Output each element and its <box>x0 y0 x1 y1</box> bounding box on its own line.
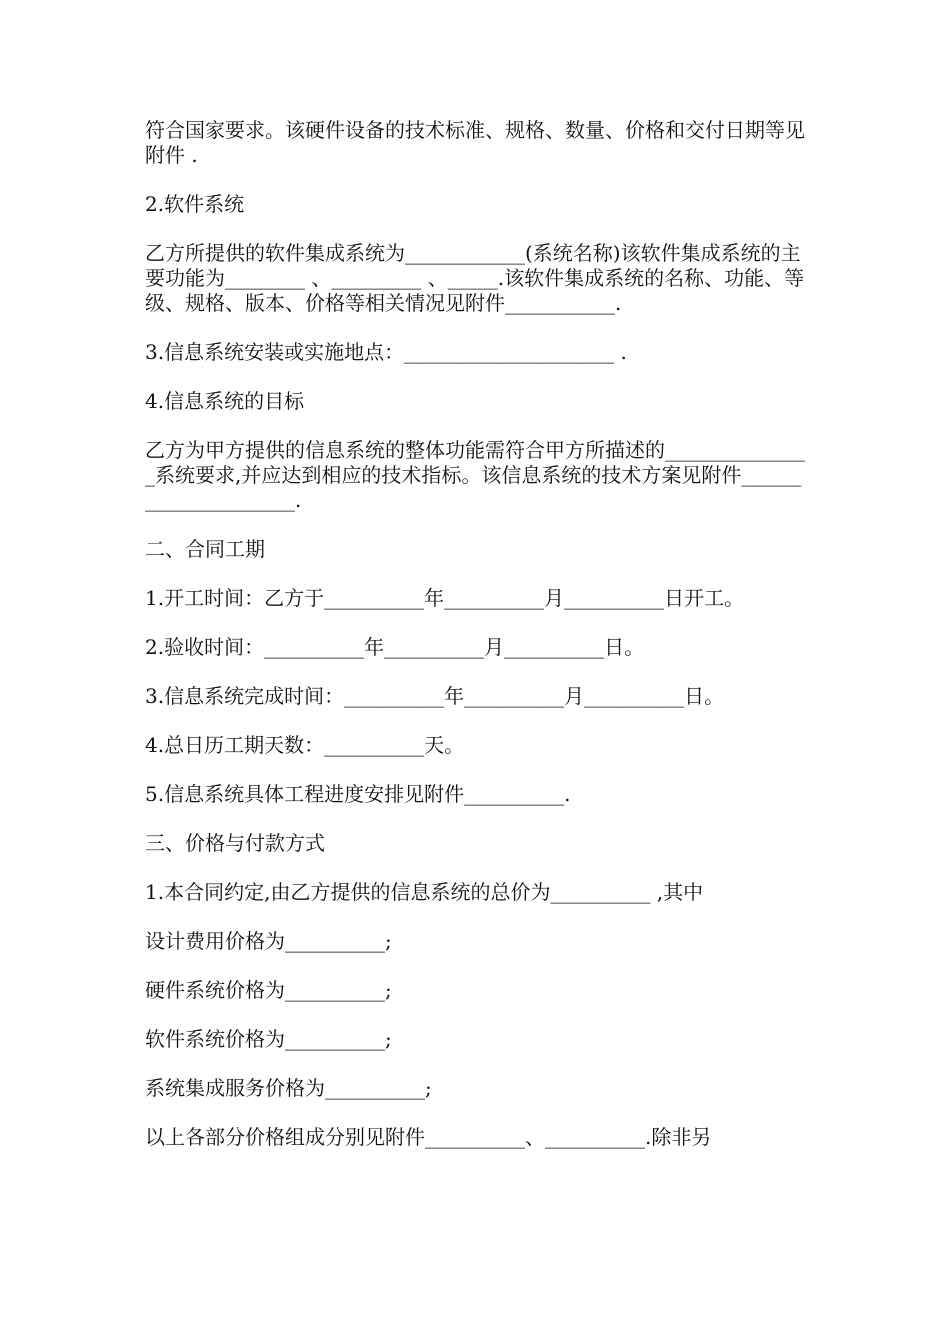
paragraph-hardware-standards: 符合国家要求。该硬件设备的技术标准、规格、数量、价格和交付日期等见附件 . <box>145 118 805 167</box>
paragraph-installation-site: 3.信息系统安装或实施地点：_____________________ . <box>145 340 627 364</box>
paragraph-system-goal: 乙方为甲方提供的信息系统的整体功能需符合甲方所描述的_______________系统要求,并应达到相应的技术指标。该信息系统的技术方案见附件_____________________. <box>145 438 805 512</box>
heading-contract-period: 二、合同工期 <box>145 537 265 561</box>
paragraph-hardware-price: 硬件系统价格为__________; <box>145 978 392 1002</box>
paragraph-software-integration: 乙方所提供的软件集成系统为____________(系统名称)该软件集成系统的主要功能为________ 、_________ 、_____.该软件集成系统的名称、功能、等级、规格、版本、价格等相关情况见附件___________. <box>145 241 805 315</box>
paragraph-acceptance-time: 2.验收时间：__________年__________月__________日。 <box>145 635 645 659</box>
heading-software-system: 2.软件系统 <box>145 192 245 216</box>
heading-price-payment: 三、价格与付款方式 <box>145 831 325 855</box>
document-page <box>145 118 807 1174</box>
paragraph-schedule: 5.信息系统具体工程进度安排见附件__________. <box>145 782 571 806</box>
paragraph-start-time: 1.开工时间：乙方于__________年__________月__________日开工。 <box>145 586 745 610</box>
paragraph-price-composition: 以上各部分价格组成分别见附件__________、__________.除非另 <box>145 1125 712 1149</box>
paragraph-design-price: 设计费用价格为__________; <box>145 929 392 953</box>
paragraph-integration-price: 系统集成服务价格为__________; <box>145 1076 432 1100</box>
paragraph-software-price: 软件系统价格为__________; <box>145 1027 392 1051</box>
heading-system-goal: 4.信息系统的目标 <box>145 389 305 413</box>
paragraph-completion-time: 3.信息系统完成时间：__________年__________月__________日。 <box>145 684 725 708</box>
paragraph-total-price: 1.本合同约定,由乙方提供的信息系统的总价为__________ ,其中 <box>145 880 704 904</box>
paragraph-total-days: 4.总日历工期天数：__________天。 <box>145 733 465 757</box>
